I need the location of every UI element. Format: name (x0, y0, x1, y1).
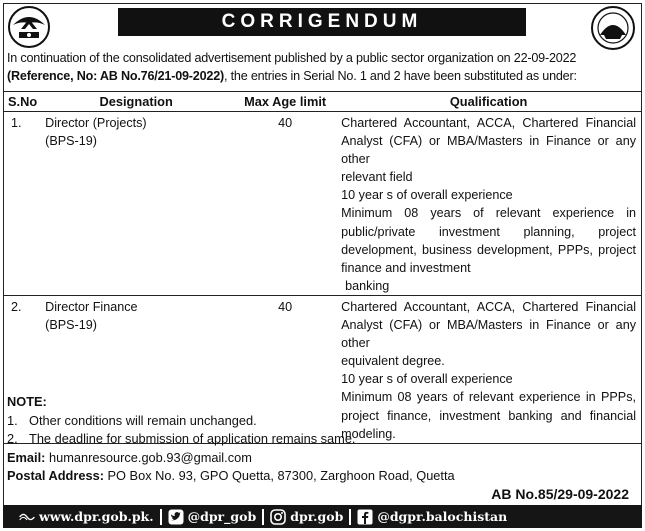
qualification-relevant-cont: banking (345, 278, 390, 293)
footer-bar (3, 505, 642, 528)
note-number: 1. (7, 412, 18, 428)
page-title: CORRIGENDUM (118, 8, 526, 36)
row-age: 40 (235, 112, 335, 296)
header-designation: Designation (37, 92, 235, 112)
government-emblem-logo (7, 5, 51, 49)
intro-paragraph (7, 49, 639, 85)
facebook-handle[interactable]: @dgpr.balochistan (377, 509, 508, 524)
table-header-row (3, 92, 642, 112)
footer-twitter[interactable] (168, 509, 257, 525)
notes-section (7, 393, 637, 486)
note-text: Other conditions will remain unchanged. (29, 412, 257, 428)
instagram-icon (270, 509, 286, 525)
footer-divider (262, 509, 264, 525)
postal-label: Postal Address: (7, 468, 104, 483)
notes-heading: NOTE: (7, 394, 47, 409)
footer-instagram[interactable] (270, 509, 343, 525)
qualification-degree: Chartered Accountant, ACCA, Chartered Financial Analyst (CFA) or MBA/Masters in Finance or any other (341, 116, 636, 167)
footer-divider (160, 509, 162, 525)
qualification-degree-cont: relevant field (341, 170, 413, 185)
note-item (7, 430, 637, 449)
designation-bps: (BPS-19) (45, 134, 97, 149)
website-link[interactable]: www.dpr.gob.pk. (39, 509, 154, 524)
intro-text: In continuation of the consolidated advertisement published by a public sector organization on 22-09-2022 (7, 51, 577, 65)
footer-facebook[interactable] (357, 509, 507, 525)
postal-address: PO Box No. 93, GPO Quetta, 87300, Zarghoon Road, Quetta (107, 468, 455, 483)
qualification-experience: 10 year s of overall experience (341, 188, 513, 203)
qualification-relevant: Minimum 08 years of relevant experience in PPPs, project finance, investment banking and financial modeling. (341, 390, 636, 441)
row-qualification (335, 112, 642, 296)
email-address[interactable]: humanresource.gob.93@gmail.com (48, 449, 252, 465)
note-number: 2. (7, 431, 18, 446)
facebook-icon (357, 509, 373, 525)
qualification-degree: Chartered Accountant, ACCA, Chartered Financial Analyst (CFA) or MBA/Masters in Finance or any other (341, 299, 636, 351)
footer-website[interactable] (19, 509, 154, 525)
header-sno: S.No (3, 92, 37, 112)
postal-line (7, 467, 637, 486)
header-qualification: Qualification (335, 92, 642, 112)
intro-reference: (Reference, No: AB No.76/21-09-2022) (7, 69, 225, 83)
designation-title: Director Finance (45, 299, 138, 314)
row-designation (37, 112, 235, 296)
positions-table (3, 91, 642, 444)
intro-text-end: , the entries in Serial No. 1 and 2 have been substituted as under: (224, 69, 577, 83)
qualification-degree-cont: equivalent degree. (341, 354, 445, 369)
row-sno: 1. (3, 112, 37, 296)
instagram-handle[interactable]: dpr.gob (290, 509, 344, 524)
row-sno: 2. (3, 295, 37, 443)
note-item (7, 412, 637, 431)
email-line (7, 449, 637, 468)
footer-divider (349, 509, 351, 525)
department-seal-logo (590, 5, 634, 49)
twitter-handle[interactable]: @dpr_gob (187, 509, 257, 524)
qualification-relevant: Minimum 08 years of relevant experience in public/private investment planning, project development, business development, PPPs, project finance and investment (341, 206, 636, 275)
email-label: Email: (7, 449, 46, 465)
header-age: Max Age limit (235, 92, 335, 112)
row-age: 40 (235, 295, 335, 443)
designation-title: Director (Projects) (45, 116, 147, 130)
qualification-experience: 10 year s of overall experience (341, 372, 513, 387)
globe-icon (19, 509, 35, 525)
designation-bps: (BPS-19) (45, 318, 97, 333)
note-text: The deadline for submission of application remains same. (29, 431, 356, 446)
reference-number: AB No.85/29-09-2022 (491, 486, 629, 502)
table-row (3, 112, 642, 296)
twitter-icon (168, 509, 184, 525)
